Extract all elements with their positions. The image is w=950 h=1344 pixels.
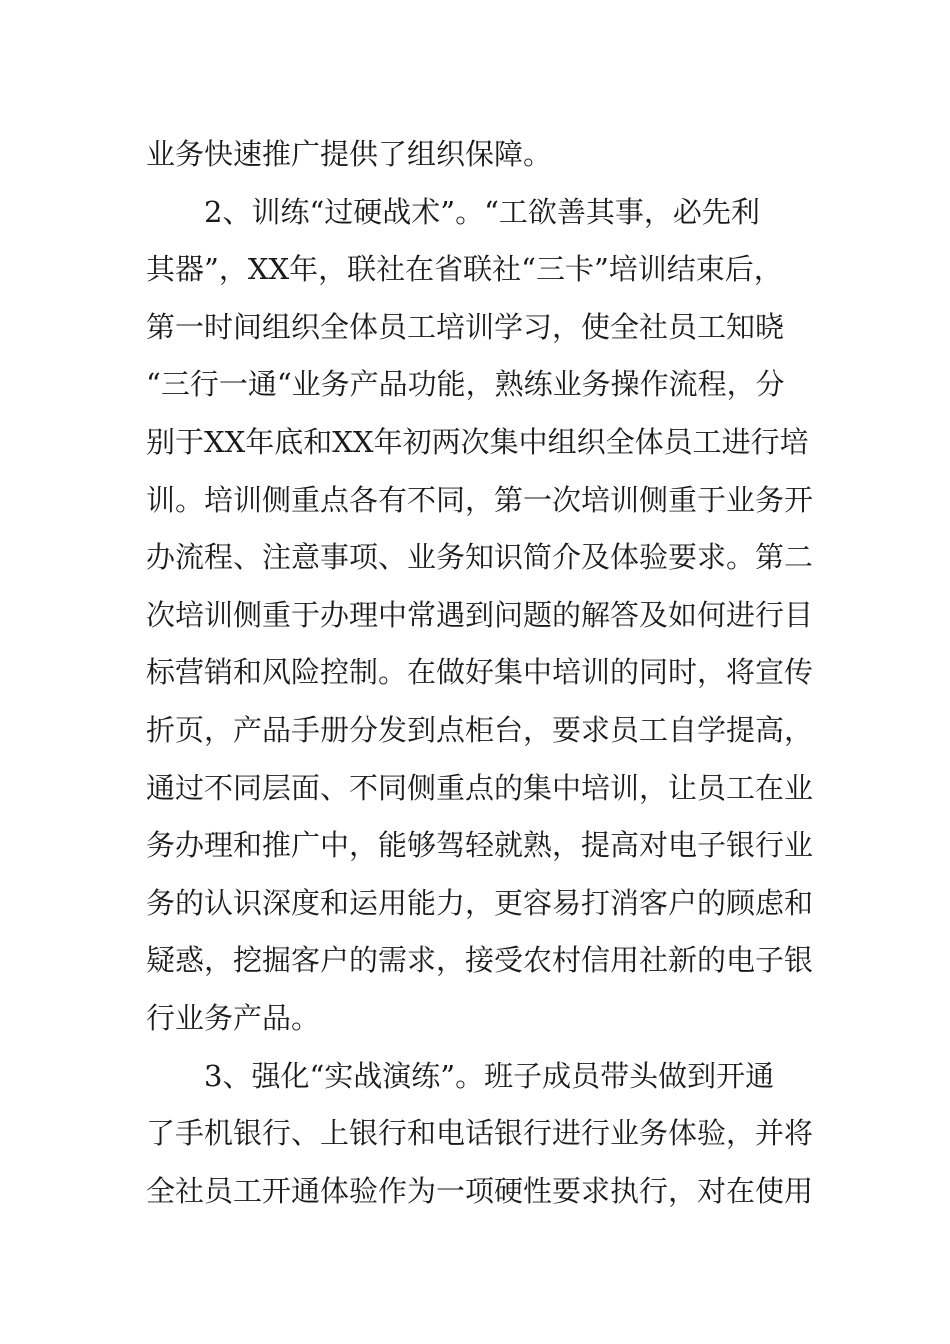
text-line: 通过不同层面、不同侧重点的集中培训，让员工在业 <box>146 770 814 805</box>
text-line: 疑惑，挖掘客户的需求，接受农村信用社新的电子银 <box>146 943 814 978</box>
text-line: 务的认识深度和运用能力，更容易打消客户的顾虑和 <box>146 885 814 920</box>
text-line: 次培训侧重于办理中常遇到问题的解答及如何进行目 <box>146 597 814 632</box>
text-line: 训。培训侧重点各有不同，第一次培训侧重于业务开 <box>146 482 814 517</box>
text-line: 第一时间组织全体员工培训学习，使全社员工知晓 <box>146 309 785 344</box>
text-line: 折页，产品手册分发到点柜台，要求员工自学提高， <box>146 712 814 747</box>
text-line: 务办理和推广中，能够驾轻就熟，提高对电子银行业 <box>146 828 814 863</box>
paragraph-2-start: 2、训练“过硬战术”。“工欲善其事，必先利 <box>204 194 760 229</box>
text-line: “三行一通“业务产品功能，熟练业务操作流程，分 <box>146 367 785 402</box>
text-line: 别于XX年底和XX年初两次集中组织全体员工进行培 <box>146 424 809 459</box>
text-line: 行业务产品。 <box>146 1000 321 1035</box>
text-line: 其器”，XX年，联社在省联社“三卡”培训结束后， <box>146 252 783 287</box>
text-line: 办流程、注意事项、业务知识简介及体验要求。第二 <box>146 540 814 575</box>
document-body <box>146 126 826 1220</box>
text-line: 了手机银行、上银行和电话银行进行业务体验，并将 <box>146 1116 814 1151</box>
text-line: 业务快速推广提供了组织保障。 <box>146 137 553 171</box>
text-line: 全社员工开通体验作为一项硬性要求执行，对在使用 <box>146 1173 814 1208</box>
text-line: 标营销和风险控制。在做好集中培训的同时，将宣传 <box>146 655 814 690</box>
paragraph-3-start: 3、强化“实战演练”。班子成员带头做到开通 <box>204 1058 775 1093</box>
